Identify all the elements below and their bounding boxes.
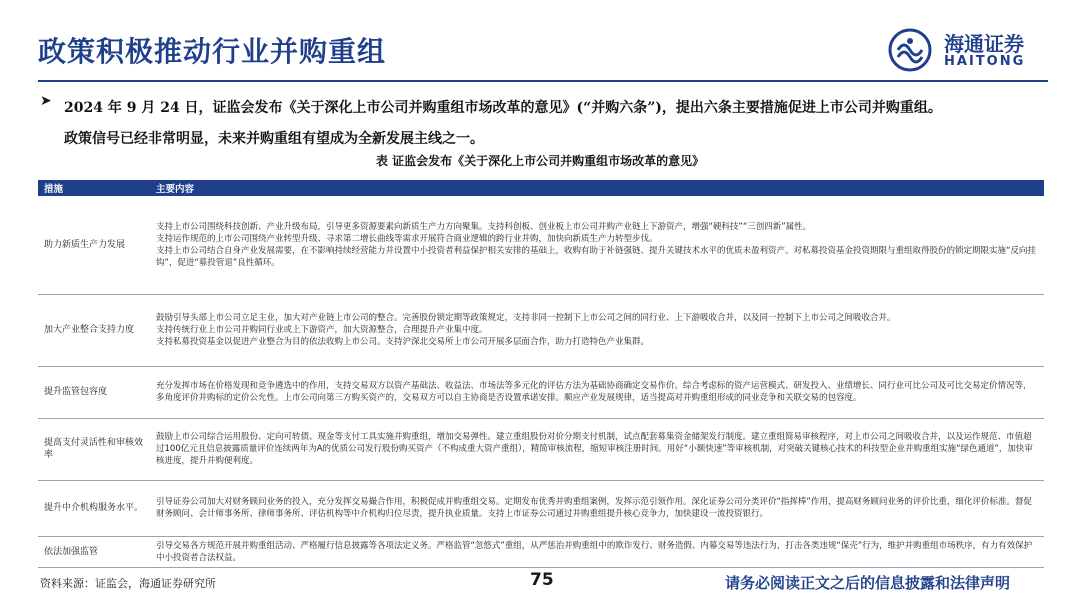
table-row [38,294,1044,366]
table-row [38,366,1044,418]
measure-cell: 依法加强监管 [38,536,150,567]
logo-english-name: HAITONG [944,54,1026,69]
content-line: 充分发挥市场在价格发现和竞争遴选中的作用，支持交易双方以资产基础法、收益法、市场法等多元化的评估方法为基础协商确定交易作价。综合考虑标的资产运营模式、研发投入、业绩增长、同行业可比公司及可比交易定价情况等，多角度评价并购标的定价公允性。上市公司向第三方购买资产的，交易双方可以自主协商是否设置承诺安排。顺应产业发展规律，适当提高对并购重组形成的同业竞争和关联交易的包容度。 [156,381,1032,403]
content-line: 鼓励引导头部上市公司立足主业，加大对产业链上市公司的整合。完善股份锁定期等政策规定，支持非同一控制下上市公司之间的同行业、上下游吸收合并，以及同一控制下上市公司之间吸收合并。 [156,313,896,323]
header-content: 主要内容 [150,180,1044,196]
content-line: 引导交易各方规范开展并购重组活动、严格履行信息披露等各项法定义务。严格监管“忽悠式”重组，从严惩治并购重组中的欺诈发行、财务造假、内幕交易等违法行为，打击各类违规“保壳”行为，维护并购重组市场秩序，有力有效保护中小投资者合法权益。 [156,540,1033,563]
content-line: 支持上市公司围绕科技创新、产业升级布局，引导更多资源要素向新质生产力方向聚集。支持科创板、创业板上市公司并购产业链上下游资产，增强“硬科技”“三创四新”属性。 [156,221,812,232]
content-line: 引导证券公司加大对财务顾问业务的投入，充分发挥交易撮合作用，积极促成并购重组交易。定期发布优秀并购重组案例，发挥示范引领作用。深化证券公司分类评价“指挥棒”作用，提高财务顾问业务的评价比重，细化评价标准。督促财务顾问、会计师事务所、律师事务所、评估机构等中介机构归位尽责，提升执业质量。支持上市证券公司通过并购重组提升核心竞争力，加快建设一流投资银行。 [156,497,1032,519]
content-cell [150,480,1044,536]
measure-cell: 提升监管包容度 [38,366,150,418]
page-title: 政策积极推动行业并购重组 [38,35,387,68]
page-number: 75 [530,570,554,590]
table-header-row [38,180,1044,196]
summary-bullet [40,93,1060,155]
header-measure: 措施 [38,180,150,196]
policy-table [38,180,1044,568]
measure-cell: 提高支付灵活性和审核效率 [38,418,150,480]
table-row [38,418,1044,480]
content-line: 支持运作规范的上市公司围绕产业转型升级、寻求第二增长曲线等需求开展符合商业逻辑的跨行业并购，加快向新质生产力转型步伐。 [156,233,658,244]
logo-chinese-name: 海通证券 [944,32,1024,56]
content-cell [150,366,1044,418]
summary-line-1: 2024 年 9 月 24 日，证监会发布《关于深化上市公司并购重组市场改革的意见》(“并购六条”)，提出六条主要措施促进上市公司并购重组。 [64,100,942,116]
content-cell [150,536,1044,567]
table-row [38,480,1044,536]
measure-cell: 助力新质生产力发展 [38,196,150,294]
content-line: 鼓励上市公司综合运用股份、定向可转债、现金等支付工具实施并购重组，增加交易弹性。建立重组股份对价分期支付机制，试点配套募集资金储架发行制度。建立重组简易审核程序，对上市公司之间吸收合并，以及运作规范、市值超过100亿元且信息披露质量评价连续两年为A的优质公司发行股份购买资产（不构成重大资产重组），精简审核流程，缩短审核注册时间。用好“小额快速”等审核机制，对突破关键核心技术的科技型企业并购重组实施“绿色通道”，加快审核进度，提升并购便利度。 [156,432,1033,466]
header-divider [38,80,1048,82]
source-note: 资料来源：证监会，海通证券研究所 [40,577,216,590]
table-row [38,536,1044,567]
measure-cell: 加大产业整合支持力度 [38,294,150,366]
table-caption: 表 证监会发布《关于深化上市公司并购重组市场改革的意见》 [375,154,705,168]
measure-cell: 提升中介机构服务水平。 [38,480,150,536]
content-cell [150,294,1044,366]
bullet-arrow-icon: ➤ [40,93,52,109]
company-logo [888,28,1048,72]
disclaimer: 请务必阅读正文之后的信息披露和法律声明 [724,574,1010,592]
summary-line-2: 政策信号已经非常明显，未来并购重组有望成为全新发展主线之一。 [64,131,484,147]
content-cell [150,418,1044,480]
content-cell [150,196,1044,294]
haitong-logo-icon [888,28,932,72]
content-line: 支持传统行业上市公司并购同行业或上下游资产，加大资源整合，合理提升产业集中度。 [156,325,488,335]
content-line: 支持私募投资基金以促进产业整合为目的依法收购上市公司。支持沪深北交易所上市公司开展多层面合作，助力打造特色产业集群。 [156,337,650,347]
table-row [38,196,1044,294]
content-line: 支持上市公司结合自身产业发展需要，在不影响持续经营能力并设置中小投资者利益保护相关安排的基础上，收购有助于补链强链、提升关键技术水平的优质未盈利资产。对私募投资基金投资期限与重组取得股份的锁定期限实施“反向挂钩”，促进“募投管退”良性循环。 [156,245,1036,268]
